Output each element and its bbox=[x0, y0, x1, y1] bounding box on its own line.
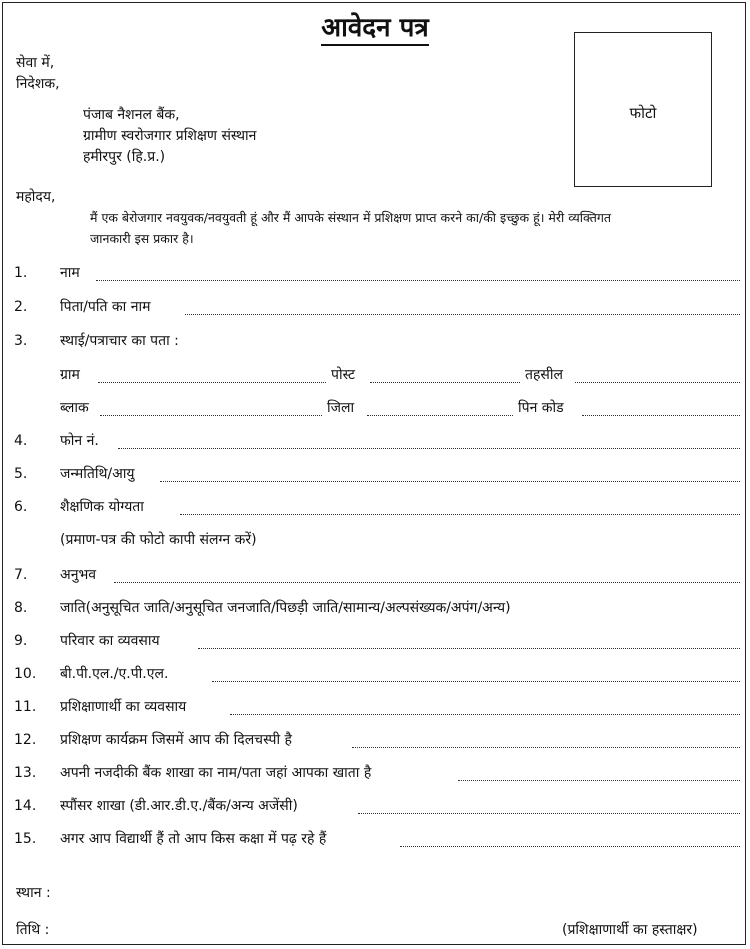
field-number: 8. bbox=[14, 600, 28, 616]
field-label-address: स्थाई/पत्राचार का पता : bbox=[60, 333, 179, 349]
block-input-line[interactable] bbox=[100, 415, 322, 416]
field-number: 15. bbox=[14, 831, 37, 847]
field-number: 9. bbox=[14, 633, 28, 649]
education-note: (प्रमाण-पत्र की फोटो कापी संलग्न करें) bbox=[60, 532, 257, 548]
place-label: स्थान : bbox=[16, 885, 51, 901]
address-line1: पंजाब नैशनल बैंक, bbox=[83, 107, 180, 123]
address-line3: हमीरपुर (हि.प्र.) bbox=[83, 149, 166, 165]
sponsor-branch-input-line[interactable] bbox=[358, 813, 740, 814]
post-input-line[interactable] bbox=[370, 382, 520, 383]
salutation: महोदय, bbox=[16, 189, 56, 205]
field-label-name: नाम bbox=[60, 265, 80, 281]
date-label: तिथि : bbox=[16, 922, 50, 938]
field-label-phone: फोन नं. bbox=[60, 433, 99, 449]
field-number: 5. bbox=[14, 466, 28, 482]
label-district: जिला bbox=[327, 400, 355, 416]
field-number: 13. bbox=[14, 765, 37, 781]
field-number: 12. bbox=[14, 732, 37, 748]
family-occupation-input-line[interactable] bbox=[198, 648, 740, 649]
pincode-input-line[interactable] bbox=[582, 415, 740, 416]
tehsil-input-line[interactable] bbox=[575, 382, 740, 383]
trainee-occupation-input-line[interactable] bbox=[230, 714, 740, 715]
address-designation: निदेशक, bbox=[16, 76, 60, 92]
name-input-line[interactable] bbox=[96, 280, 740, 281]
field-label-caste: जाति(अनुसूचित जाति/अनुसूचित जनजाति/पिछड़ी जाति/सामान्य/अल्पसंख्यक/अपंग/अन्य) bbox=[60, 600, 511, 616]
label-post: पोस्ट bbox=[331, 367, 356, 383]
photo-label: फोटो bbox=[629, 104, 657, 122]
training-interest-input-line[interactable] bbox=[352, 747, 740, 748]
photo-box bbox=[574, 32, 712, 187]
form-title: आवेदन पत्र bbox=[0, 8, 750, 44]
phone-input-line[interactable] bbox=[118, 448, 740, 449]
field-number: 3. bbox=[14, 333, 28, 349]
dob-input-line[interactable] bbox=[160, 481, 740, 482]
field-label-student-class: अगर आप विद्यार्थी हैं तो आप किस कक्षा में पढ़ रहे हैं bbox=[60, 831, 327, 847]
intro-line1: मैं एक बेरोजगार नवयुवक/नवयुवती हूं और मैं आपके संस्थान में प्रशिक्षण प्राप्त करने का/की इच्छुक हूं। मेरी व्यक्तिगत bbox=[90, 210, 611, 225]
field-label-bank-branch: अपनी नजदीकी बैंक शाखा का नाम/पता जहां आपका खाता है bbox=[60, 765, 372, 781]
education-input-line[interactable] bbox=[180, 514, 740, 515]
field-label-education: शैक्षणिक योग्यता bbox=[60, 499, 144, 515]
field-label-training-interest: प्रशिक्षण कार्यक्रम जिसमें आप की दिलचस्पी है bbox=[60, 732, 292, 748]
field-label-bpl-apl: बी.पी.एल./ए.पी.एल. bbox=[60, 666, 169, 682]
field-label-father-name: पिता/पति का नाम bbox=[60, 299, 151, 315]
field-number: 4. bbox=[14, 433, 28, 449]
signature-label: (प्रशिक्षाणार्थी का हस्ताक्षर) bbox=[562, 922, 698, 938]
bpl-apl-input-line[interactable] bbox=[212, 681, 740, 682]
experience-input-line[interactable] bbox=[114, 582, 740, 583]
field-number: 10. bbox=[14, 666, 37, 682]
field-label-family-occupation: परिवार का व्यवसाय bbox=[60, 633, 160, 649]
field-number: 7. bbox=[14, 567, 28, 583]
label-block: ब्लाक bbox=[60, 400, 89, 416]
label-pincode: पिन कोड bbox=[518, 400, 564, 416]
father-name-input-line[interactable] bbox=[185, 314, 740, 315]
field-number: 11. bbox=[14, 699, 37, 715]
field-number: 6. bbox=[14, 499, 28, 515]
student-class-input-line[interactable] bbox=[400, 846, 740, 847]
field-label-dob: जन्मतिथि/आयु bbox=[60, 466, 135, 482]
intro-line2: जानकारी इस प्रकार है। bbox=[90, 231, 194, 246]
field-label-experience: अनुभव bbox=[60, 567, 97, 583]
field-number: 14. bbox=[14, 798, 37, 814]
field-label-trainee-occupation: प्रशिक्षाणार्थी का व्यवसाय bbox=[60, 699, 187, 715]
label-village: ग्राम bbox=[60, 367, 80, 383]
bank-branch-input-line[interactable] bbox=[458, 780, 740, 781]
address-to: सेवा में, bbox=[16, 55, 55, 71]
field-label-sponsor-branch: स्पौंसर शाखा (डी.आर.डी.ए./बैंक/अन्य अजेंसी) bbox=[60, 798, 298, 814]
district-input-line[interactable] bbox=[367, 415, 513, 416]
label-tehsil: तहसील bbox=[525, 367, 563, 383]
address-line2: ग्रामीण स्वरोजगार प्रशिक्षण संस्थान bbox=[83, 128, 257, 144]
field-number: 1. bbox=[14, 265, 28, 281]
village-input-line[interactable] bbox=[98, 382, 326, 383]
field-number: 2. bbox=[14, 299, 28, 315]
